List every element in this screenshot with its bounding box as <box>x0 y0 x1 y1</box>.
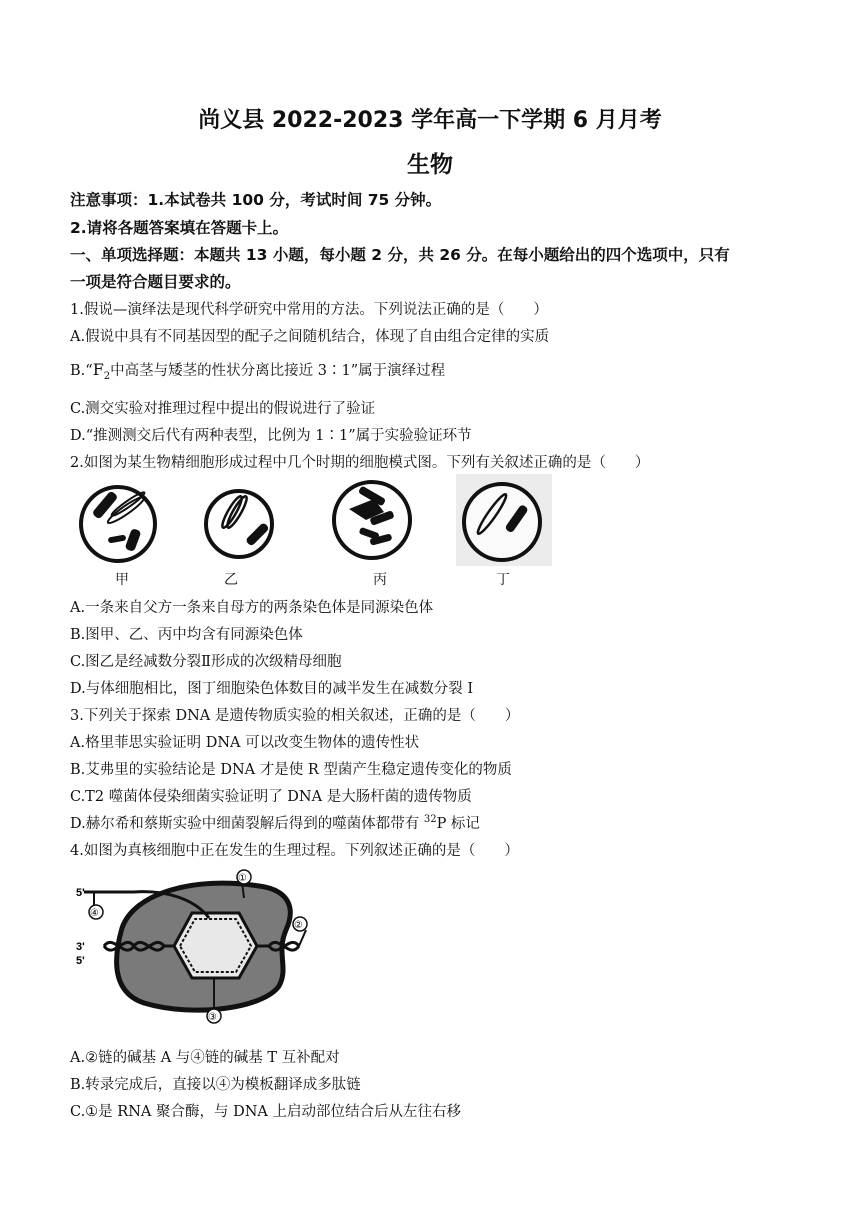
cell-ding <box>456 474 552 566</box>
label-3: ③ <box>208 1012 217 1023</box>
q4-option-c: C.①是 RNA 聚合酶，与 DNA 上启动部位结合后从左往右移 <box>70 1104 461 1120</box>
q4-stem: 4.如图为真核细胞中正在发生的生理过程。下列叙述正确的是（ ） <box>70 843 519 859</box>
cell-jia <box>81 487 155 561</box>
q3-option-a: A.格里菲思实验证明 DNA 可以改变生物体的遗传性状 <box>70 735 420 751</box>
cell-diagram-figure <box>74 474 552 566</box>
cell-bing <box>334 482 410 558</box>
end-label-5-bottom: 5' <box>76 955 85 967</box>
notes-line-2: 2.请将各题答案填在答题卡上。 <box>70 219 289 237</box>
label-1: ① <box>238 873 247 884</box>
q1-option-a: A.假说中具有不同基因型的配子之间随机结合，体现了自由组合定律的实质 <box>70 329 550 345</box>
q3-option-d: D.赫尔希和蔡斯实验中细菌裂解后得到的噬菌体都带有 $^{32}$P 标记 <box>70 814 480 832</box>
q4-option-b: B.转录完成后，直接以④为模板翻译成多肽链 <box>70 1077 361 1093</box>
label-4: ④ <box>90 908 99 919</box>
q1-option-b: $B.“F_2$中高茎与矮茎的性状分离比接近 3∶1”属于演绎过程 <box>70 360 446 382</box>
q4-option-a: A.②链的碱基 A 与④链的碱基 T 互补配对 <box>70 1050 340 1066</box>
cell-label-yi: 乙 <box>224 572 238 588</box>
q2-option-b: B.图甲、乙、丙中均含有同源染色体 <box>70 627 303 643</box>
notes-line-1: 注意事项：1.本试卷共 100 分，考试时间 75 分钟。 <box>70 191 442 209</box>
q1-option-d: D.“推测测交后代有两种表型，比例为 1∶1”属于实验验证环节 <box>70 428 472 444</box>
section-heading-2: 一项是符合题目要求的。 <box>70 273 241 291</box>
subject-title: 生物 <box>407 152 453 178</box>
cell-yi <box>206 491 272 557</box>
q2-option-d: D.与体细胞相比，图丁细胞染色体数目的减半发生在减数分裂 I <box>70 681 474 697</box>
transcription-diagram <box>74 868 324 1030</box>
q2-option-c: C.图乙是经减数分裂Ⅱ形成的次级精母细胞 <box>70 654 342 670</box>
q1-option-c: C.测交实验对推理过程中提出的假说进行了验证 <box>70 401 376 417</box>
q1-stem: 1.假说—演绎法是现代科学研究中常用的方法。下列说法正确的是（ ） <box>70 302 548 318</box>
section-heading-1: 一、单项选择题：本题共 13 小题，每小题 2 分，共 26 分。在每小题给出的四个选项中，只有 <box>70 246 730 264</box>
cell-label-bing: 丙 <box>373 572 387 588</box>
q3-option-b: B.艾弗里的实验结论是 DNA 才是使 R 型菌产生稳定遗传变化的物质 <box>70 762 512 778</box>
label-2: ② <box>294 920 303 931</box>
cell-label-jia: 甲 <box>115 572 129 588</box>
end-label-3: 3' <box>76 941 85 953</box>
exam-title: 尚义县 2022-2023 学年高一下学期 6 月月考 <box>198 108 662 133</box>
q2-option-a: A.一条来自父方一条来自母方的两条染色体是同源染色体 <box>70 600 434 616</box>
cell-label-ding: 丁 <box>496 572 510 588</box>
end-label-5-top: 5' <box>76 887 85 899</box>
q3-stem: 3.下列关于探索 DNA 是遗传物质实验的相关叙述，正确的是（ ） <box>70 708 520 724</box>
q2-stem: 2.如图为某生物精细胞形成过程中几个时期的细胞模式图。下列有关叙述正确的是（ ） <box>70 455 650 471</box>
q3-option-c: C.T2 噬菌体侵染细菌实验证明了 DNA 是大肠杆菌的遗传物质 <box>70 789 472 805</box>
